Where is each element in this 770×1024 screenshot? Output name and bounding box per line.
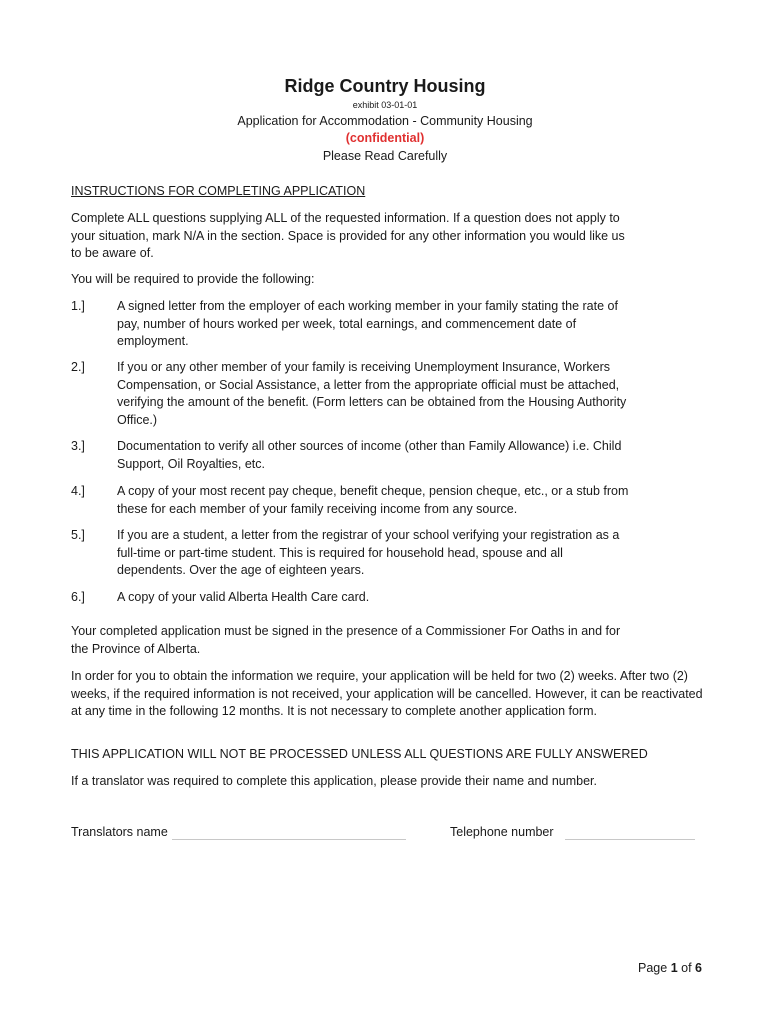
requirement-text: A signed letter from the employer of each working member in your family stating the rate of pay, number of hours worked per week, total earnings, and commencement date of employment. [117,299,618,348]
current-page-number: 1 [670,961,678,975]
required-documents-lead: You will be required to provide the following: [71,272,315,286]
read-carefully-note: Please Read Carefully [322,149,448,163]
translator-name-field[interactable] [172,839,406,840]
page-word: Page [638,961,668,975]
instructions-heading: INSTRUCTIONS FOR COMPLETING APPLICATION [71,184,366,198]
translator-note: If a translator was required to complete this application, please provide their name and number. [71,774,597,788]
total-page-count: 6 [695,961,702,975]
of-word: of [681,961,692,975]
confidential-label: (confidential) [345,131,425,145]
application-hold-note: In order for you to obtain the information we require, your application will be held for two (2) weeks. After two (2) weeks, if the required information is not received, your application will be cancelled. However, it can be reactivated at any time in the following 12 months. It is not necessary to complete another application form. [71,669,703,718]
requirement-text: If you are a student, a letter from the registrar of your school verifying your registration as a full-time or part-time student. This is required for household head, spouse and all dependents. Over the age of eighteen years. [117,528,620,577]
requirement-number: 5.] [71,528,85,542]
requirement-text: A copy of your most recent pay cheque, benefit cheque, pension cheque, etc., or a stub from these for each member of your family receiving income from any source. [117,484,629,516]
requirement-number: 6.] [71,590,85,604]
exhibit-number: exhibit 03-01-01 [352,100,418,110]
requirement-number: 4.] [71,484,85,498]
requirement-number: 2.] [71,360,85,374]
instructions-intro: Complete ALL questions supplying ALL of the requested information. If a question does not apply to your situation, mark N/A in the section. Space is provided for any other information you would like us to be aware of. [71,211,625,260]
requirement-text: A copy of your valid Alberta Health Care card. [117,590,370,604]
requirement-text: If you or any other member of your family is receiving Unemployment Insurance, Workers Compensation, or Social Assistance, a letter from the appropriate official must be attached, verifying the amount of the benefit. (Form letters can be obtained from the Housing Authority Office.) [117,360,627,427]
document-title: Ridge Country Housing [284,76,486,96]
requirement-text: Documentation to verify all other sources of income (other than Family Allowance) i.e. Child Support, Oil Royalties, etc. [117,439,622,471]
telephone-number-field[interactable] [565,839,695,840]
requirement-number: 1.] [71,299,85,313]
page-indicator [638,961,702,975]
requirement-number: 3.] [71,439,85,453]
processing-warning: THIS APPLICATION WILL NOT BE PROCESSED UNLESS ALL QUESTIONS ARE FULLY ANSWERED [71,747,648,761]
document-subtitle: Application for Accommodation - Community Housing [237,114,533,128]
telephone-number-label: Telephone number [450,825,554,839]
translator-name-label: Translators name [71,825,168,839]
commissioner-note: Your completed application must be signed in the presence of a Commissioner For Oaths in and for the Province of Alberta. [71,624,621,656]
